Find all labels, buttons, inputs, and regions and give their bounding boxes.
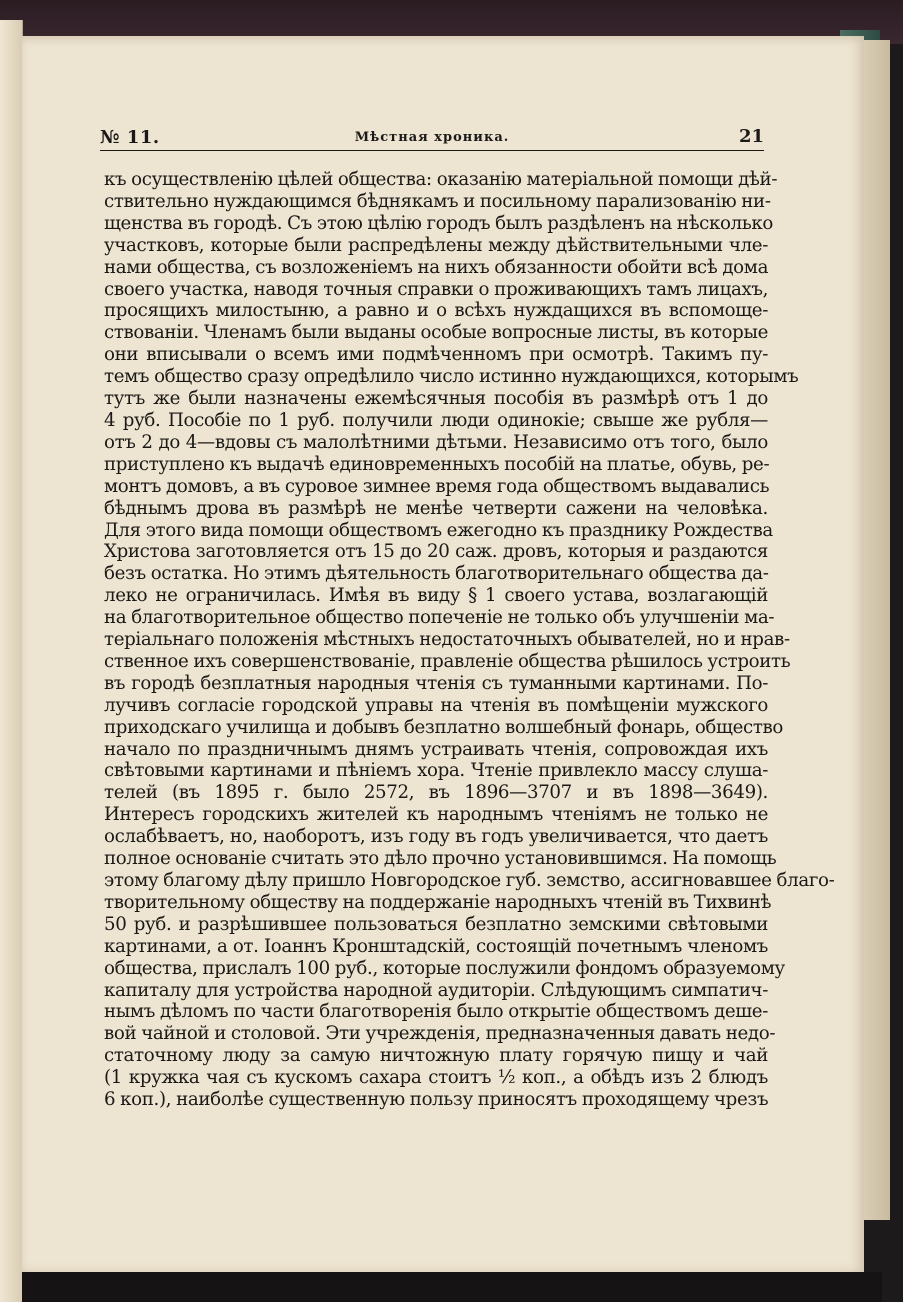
text-line: ствительно нуждающимся бѣднякамъ и посильному парализованію ни- <box>104 190 771 212</box>
text-line: они вписывали о всемъ ими подмѣченномъ при осмотрѣ. Такимъ пу- <box>104 344 768 366</box>
text-line: ственное ихъ совершенствованіе, правленіе общества рѣшилось устроить <box>104 650 791 672</box>
text-line: начало по праздничнымъ днямъ устраивать чтенія, сопровождая ихъ <box>104 738 768 760</box>
text-line: теріальнаго положенія мѣстныхъ недостаточныхъ обывателей, но и нрав- <box>104 629 790 651</box>
page-number: 21 <box>738 126 764 147</box>
text-line: творительному обществу на поддержаніе народныхъ чтеній въ Тихвинѣ <box>104 891 772 913</box>
text-line: монтъ домовъ, а въ суровое зимнее время года обществомъ выдавались <box>104 475 770 497</box>
book-shadow-bottom <box>22 1272 882 1302</box>
text-line: приступлено къ выдачѣ единовременныхъ пособій на платье, обувь, ре- <box>104 453 770 475</box>
text-line: ствованіи. Членамъ были выданы особые вопросные листы, въ которые <box>104 322 768 344</box>
text-line: къ осуществленію цѣлей общества: оказанію матеріальной помощи дѣй- <box>104 169 778 190</box>
issue-number: № 11. <box>100 127 160 148</box>
text-line: просящихъ милостыню, а равно и о всѣхъ нуждащихся въ вспомоще- <box>104 300 768 322</box>
text-line: нами общества, съ возложеніемъ на нихъ обязанности обойти всѣ дома <box>104 256 769 278</box>
text-line: щенства въ городѣ. Съ этою цѣлію городъ былъ раздѣленъ на нѣсколько <box>104 212 774 234</box>
text-line: 50 руб. и разрѣшившее пользоваться безплатно земскими свѣтовыми <box>104 913 768 935</box>
text-line: 6 коп.), наиболѣе существенную пользу приносятъ проходящему чрезъ <box>104 1089 769 1111</box>
text-line: бѣднымъ дрова въ размѣрѣ не менѣе четверти сажени на человѣка. <box>104 497 768 519</box>
text-line: этому благому дѣлу пришло Новгородское губ. земство, ассигновавшее благо- <box>104 870 835 891</box>
text-line: капиталу для устройства народной аудиторіи. Слѣдующимъ симпатич- <box>104 979 768 1001</box>
facing-page-edge <box>0 20 23 1302</box>
text-line: на благотворительное общество попеченіе не только объ улучшеніи ма- <box>104 607 775 629</box>
text-line: участковъ, которые были распредѣлены между дѣйствительными чле- <box>104 234 768 256</box>
running-header <box>100 124 764 151</box>
section-title: Мѣстная хроника. <box>354 130 510 145</box>
text-line: Христова заготовляется отъ 15 до 20 саж. дровъ, которыя и раздаются <box>104 541 768 563</box>
text-line: (1 кружка чая съ кускомъ сахара стоитъ ½ коп., а обѣдъ изъ 2 блюдъ <box>104 1067 768 1089</box>
text-line: Для этого вида помощи обществомъ ежегодно къ празднику Рождества <box>104 519 773 541</box>
text-line: телей (въ 1895 г. было 2572, въ 1896—3707 и въ 1898—3649). <box>104 782 768 804</box>
text-line: безъ остатка. Но этимъ дѣятельность благотворительнаго общества да- <box>104 563 769 585</box>
text-line: темъ общество сразу опредѣлило число истинно нуждающихся, которымъ <box>104 366 799 388</box>
text-line: тутъ же были назначены ежемѣсячныя пособія въ размѣрѣ отъ 1 до <box>104 388 768 410</box>
text-line: общества, прислалъ 100 руб., которые послужили фондомъ образуемому <box>104 957 785 979</box>
text-line: отъ 2 до 4—вдовы съ малолѣтними дѣтьми. Независимо отъ того, было <box>104 431 768 453</box>
text-line: Интересъ городскихъ жителей къ народнымъ чтеніямъ не только не <box>104 804 768 826</box>
article-body <box>104 169 835 1111</box>
text-line: ослабѣваетъ, но, наоборотъ, изъ году въ годъ увеличивается, что даетъ <box>104 826 768 848</box>
text-line: леко не ограничилась. Имѣя въ виду § 1 своего устава, возлагающій <box>104 585 768 607</box>
text-line: свѣтовыми картинами и пѣніемъ хора. Чтеніе привлекло массу слуша- <box>104 760 768 782</box>
text-line: картинами, а от. Іоаннъ Кронштадскій, состоящій почетнымъ членомъ <box>104 935 768 957</box>
text-line: вой чайной и столовой. Эти учрежденія, предназначенныя давать недо- <box>104 1023 776 1045</box>
text-line: своего участка, наводя точныя справки о проживающихъ тамъ лицахъ, <box>104 278 768 300</box>
text-line: статочному люду за самую ничтожную плату горячую пищу и чай <box>104 1045 768 1067</box>
text-line: нымъ дѣломъ по части благотворенія было открытіе обществомъ деше- <box>104 1001 768 1023</box>
text-line: приходскаго училища и добывъ безплатно волшебный фонарь, общество <box>104 716 784 738</box>
text-line: полное основаніе считать это дѣло прочно установившимся. На помощь <box>104 848 777 870</box>
text-line: 4 руб. Пособіе по 1 руб. получили люди одинокіе; свыше же рубля— <box>104 409 768 431</box>
text-line: лучивъ согласіе городской управы на чтенія въ помѣщеніи мужского <box>104 694 768 716</box>
text-line: въ городѣ безплатныя народныя чтенія съ туманными картинами. По- <box>104 672 768 694</box>
